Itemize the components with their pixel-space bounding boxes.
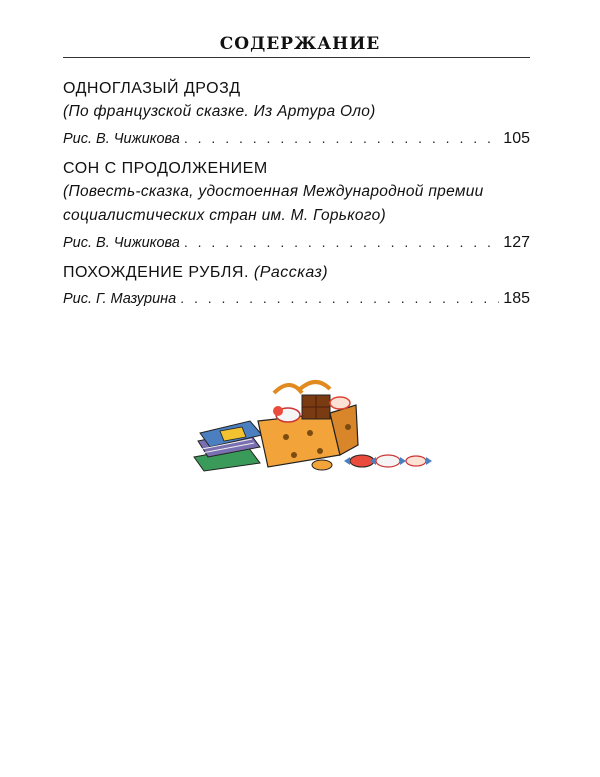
entry-illustrator: Рис. Г. Мазурина [63, 291, 177, 307]
leader-dots [184, 230, 499, 254]
entry-page-number: 127 [503, 234, 530, 251]
toc-entry [63, 262, 530, 311]
entry-subtitle [63, 180, 530, 228]
entry-credit [63, 230, 530, 255]
title-divider [63, 57, 530, 58]
entry-subtitle-line: социалистических стран им. М. Горького) [63, 207, 386, 224]
basket-of-sweets-icon [190, 375, 435, 475]
entry-illustrator: Рис. В. Чижикова [63, 131, 180, 147]
entry-title-row [63, 262, 530, 284]
entry-credit [63, 126, 530, 151]
entry-illustrator: Рис. В. Чижикова [63, 235, 180, 251]
entry-subtitle-line: (По французской сказке. Из Артура Оло) [63, 103, 376, 120]
entry-page-number: 185 [503, 290, 530, 307]
entry-title: СОН С ПРОДОЛЖЕНИЕМ [63, 160, 268, 177]
page-title: СОДЕРЖАНИЕ [219, 34, 381, 54]
entry-page-number: 105 [503, 130, 530, 147]
toc-entry [63, 78, 530, 151]
toc-entry [63, 158, 530, 255]
entry-credit [63, 286, 530, 311]
leader-dots [180, 286, 499, 310]
leader-dots [184, 126, 499, 150]
chocolate-bar-icon [302, 395, 330, 419]
entry-genre: (Рассказ) [253, 264, 329, 281]
entry-title: ПОХОЖДЕНИЕ РУБЛЯ. [63, 264, 249, 281]
entry-subtitle-line: (Повесть-сказка, удостоенная Международной премии [63, 183, 484, 200]
entry-subtitle [63, 100, 530, 124]
entry-title: ОДНОГЛАЗЫЙ ДРОЗД [63, 80, 241, 97]
books-icon [194, 421, 262, 471]
